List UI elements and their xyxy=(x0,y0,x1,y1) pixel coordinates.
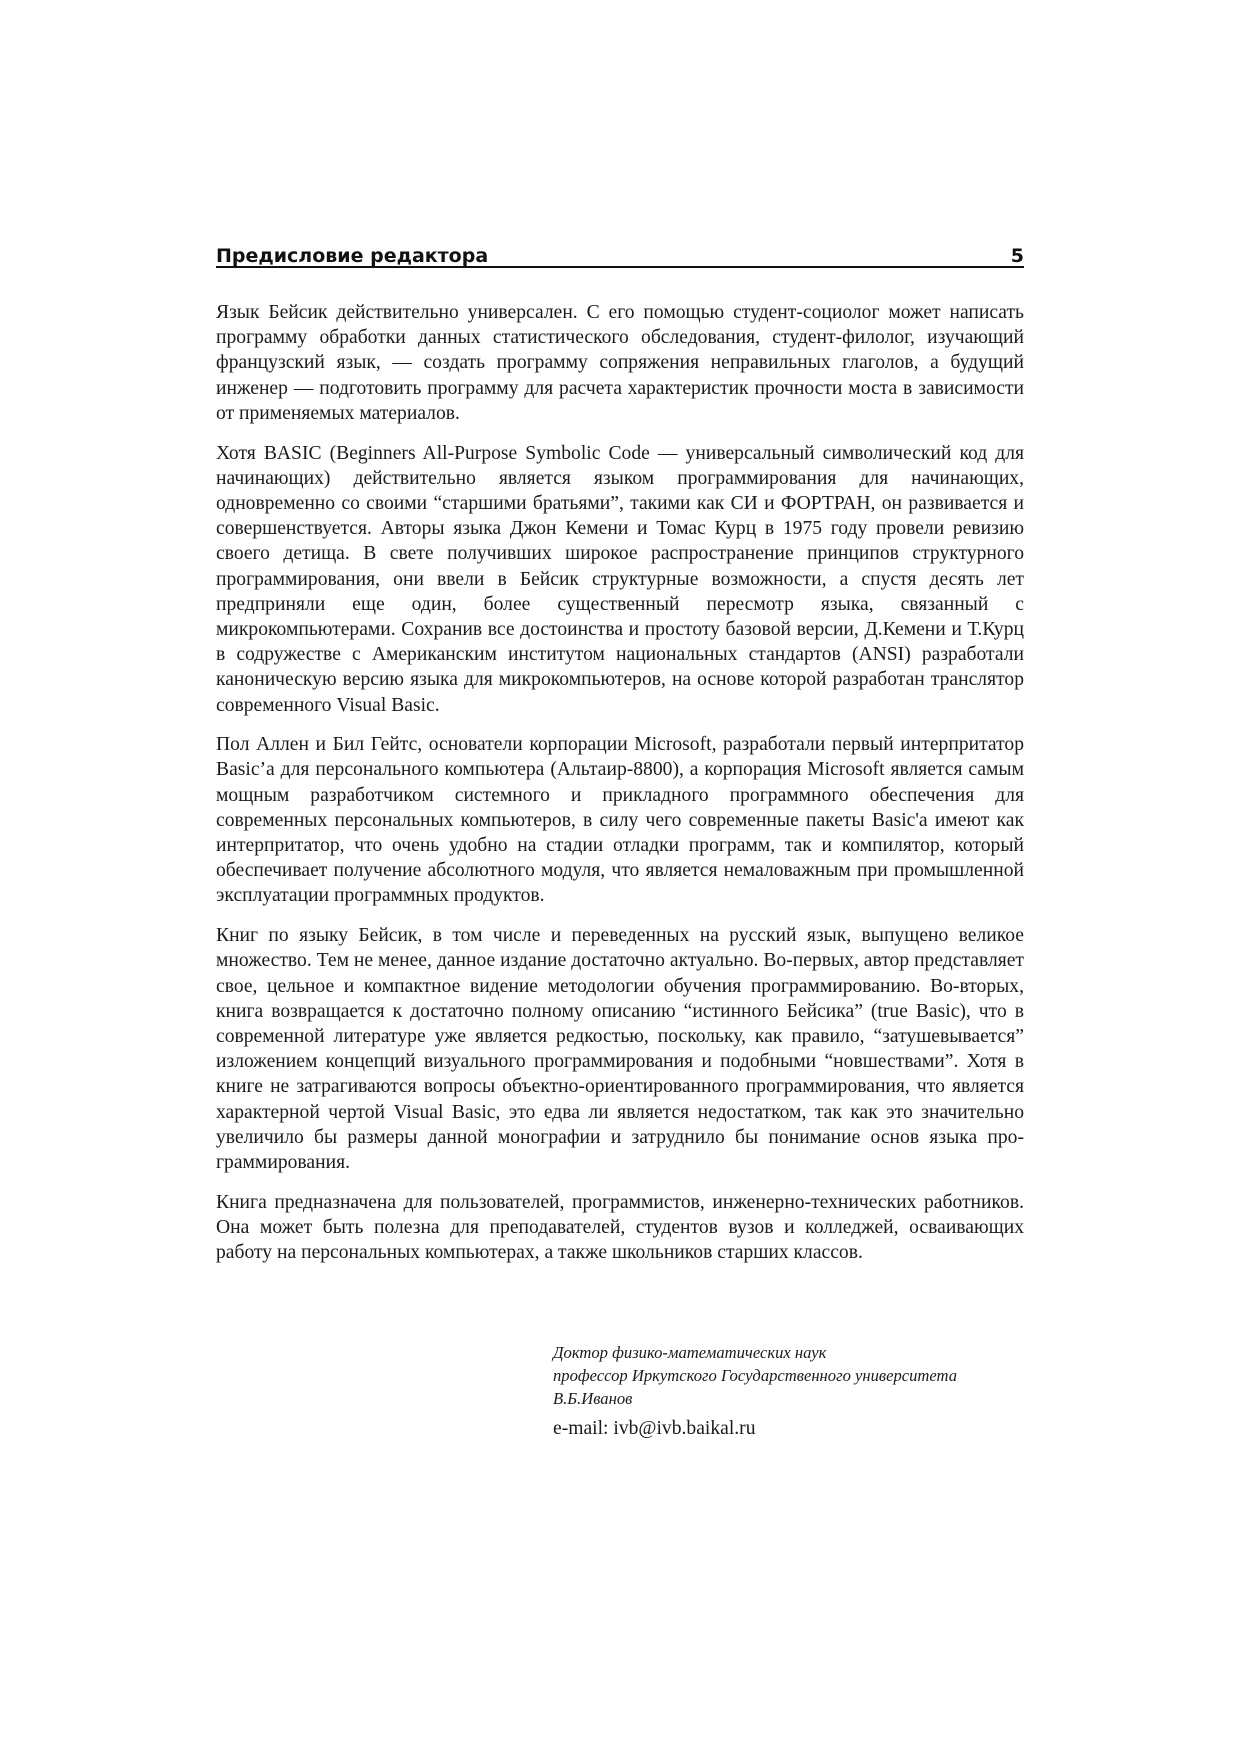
author-email: e-mail: ivb@ivb.baikal.ru xyxy=(553,1418,756,1439)
paragraph-3: Пол Аллен и Бил Гейтс, основатели корпорации Microsoft, разработали первый интерпритатор Basic’a для персонального компьютера (Альтаир-8800), а корпорация Microsoft является самым мощным разработчиком системного и прикладного программного обеспечения для современных персональных компьютеров, в силу чего современные пакеты Basic'a имеют как интерпритатор, что очень удобно на стадии отладки программ, так и компилятор, который обеспечивает получение абсолютного модуля, что является немаловажным при промышленной эксплуатации программных продуктов. xyxy=(216,734,1024,907)
paragraph-5: Книга предназначена для пользователей, программистов, инженерно-технических работников. Она может быть полезна для преподавателей, студентов вузов и колледжей, осваивающих работу на персональных компьютерах, а также школьников старших классов. xyxy=(216,1191,1024,1264)
running-head xyxy=(216,241,1024,267)
signature-degree: Доктор физико-математических наук xyxy=(553,1343,827,1362)
signature-block xyxy=(553,1342,1033,1410)
signature-position: профессор Иркутского Государственного университета xyxy=(553,1365,958,1385)
page-number: 5 xyxy=(1010,245,1024,267)
body-text xyxy=(216,300,1024,1280)
section-title: Предисловие редактора xyxy=(216,245,489,267)
paragraph-4: Книг по языку Бейсик, в том числе и переведенных на русский язык, выпущено великое множество. Тем не менее, данное издание достаточно актуально. Во-первых, автор представляет свое, цельное и компактное видение методологии обучения программированию. Во-вторых, книга возвращается к достаточно полному описанию “истинного Бейсика” (true Basic), что в современной литературе уже является редкостью, поскольку, как правило, “затушевывается” изложением концепций визуального программирования и подобными “новшествами”. Хотя в книге не затрагиваются вопросы объектно-ориентированного программирования, что является характерной чертой Visual Basic, это едва ли является недостатком, так как это значительно увеличило бы размеры данной монографии и затруднило бы понимание основ языка программирования. xyxy=(216,925,1024,1173)
paragraph-1: Язык Бейсик действительно универсален. С его помощью студент-социолог может написать программу обработки данных статистического обследования, студент-филолог, изучающий французский язык, — создать программу сопряжения неправильных глаголов, а будущий инженер — подготовить программу для расчета характеристик прочности моста в зависимости от применяемых материалов. xyxy=(216,302,1024,424)
paragraph-2: Хотя BASIC (Beginners All-Purpose Symbolic Code — универсальный символический код для начинающих) действительно является языком программирования для начинающих, одновременно со своими “старшими братьями”, такими как СИ и ФОРТРАН, он развивается и совершенствуется. Авторы языка Джон Кемени и Томас Курц в 1975 году провели ревизию своего детища. В свете получивших широкое распространение принципов структурного программирования, они ввели в Бейсик структурные возможности, а спустя десять лет предприняли еще один, более существенный пересмотр языка, связанный с микрокомпьютерами. Сохранив все достоинства и простоту базовой версии, Д.Кемени и Т.Курц в содружестве с Американским институтом национальных стандартов (ANSI) разработали каноническую версию языка для микрокомпьютеров, на основе которой разработан транслятор современного Visual Basic. xyxy=(216,442,1024,716)
signature-name: В.Б.Иванов xyxy=(553,1388,633,1408)
header-rule xyxy=(216,266,1024,268)
